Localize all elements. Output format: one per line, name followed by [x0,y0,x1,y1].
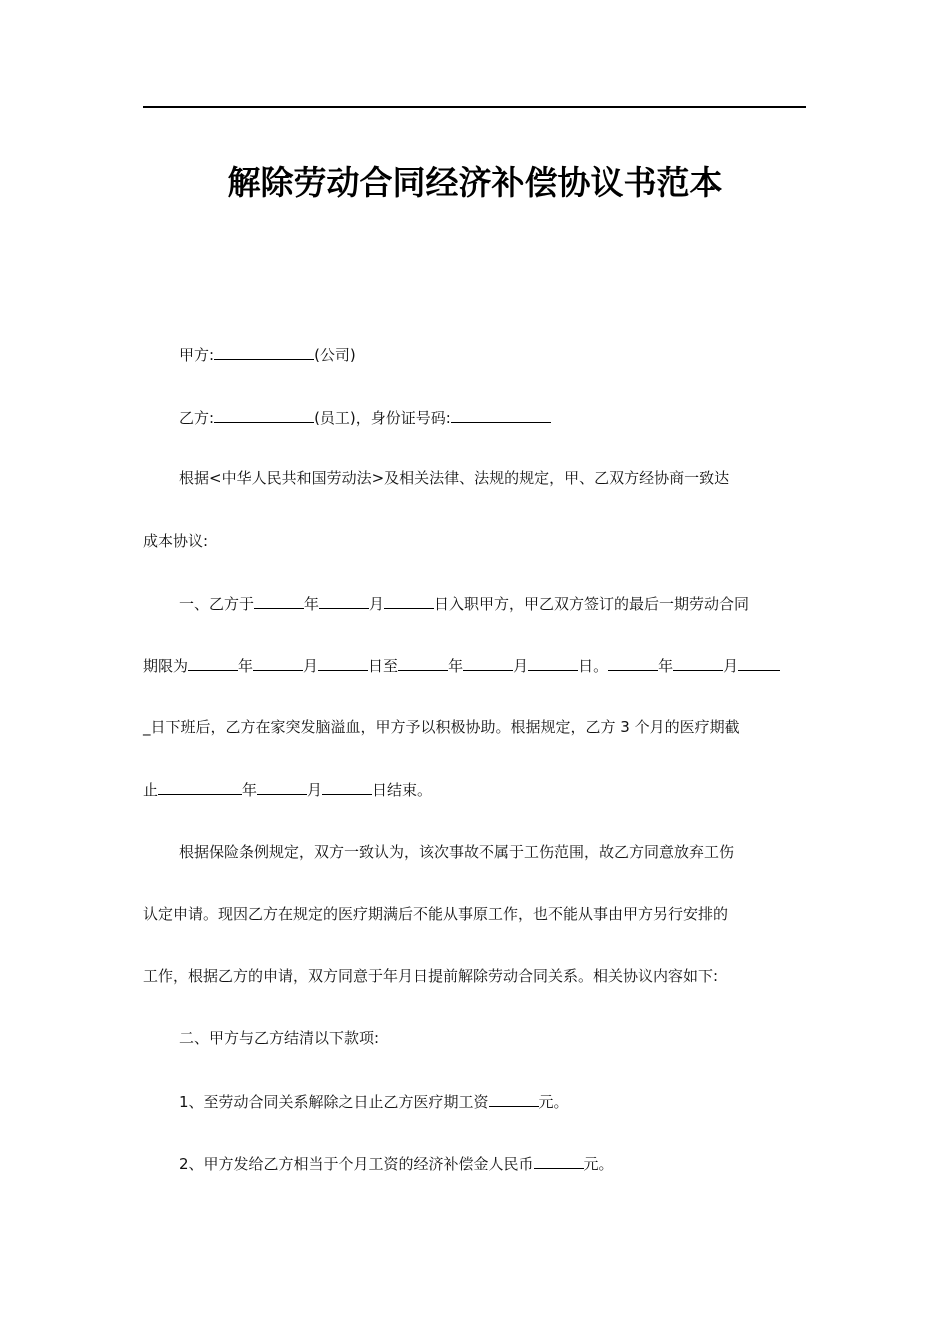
clause1-text: 月 [369,595,385,613]
clause2-item-2 [179,1153,614,1174]
clause1-text: 月 [303,657,319,675]
month-blank [463,655,513,671]
clause1-text: 日结束。 [372,781,433,799]
clause1-text: 月 [307,781,323,799]
clause1-text: 日入职甲方，甲乙双方签订的最后一期劳动合同 [434,595,750,613]
document-title: 解除劳动合同经济补偿协议书范本 [227,163,723,202]
day-blank [384,593,434,609]
year-blank [398,655,448,671]
party-a-blank [214,344,314,360]
clause1-line-2 [143,655,780,676]
month-blank [673,655,723,671]
day-blank [318,655,368,671]
preamble-line-1: 根据<中华人民共和国劳动法>及相关法律、法规的规定，甲、乙双方经协商一致达 [179,469,730,487]
party-b-label: 乙方: [179,409,215,427]
clause1-text: 年 [242,781,258,799]
clause1-text: 年 [238,657,254,675]
month-blank [257,779,307,795]
party-b-line [179,407,551,428]
party-a-suffix: (公司) [314,346,356,364]
party-a-line [179,344,356,365]
clause1-text: 止 [143,781,159,799]
clause1-text: 月 [723,657,739,675]
amount-blank [534,1153,584,1169]
insurance-line-3: 工作，根据乙方的申请，双方同意于年月日提前解除劳动合同关系。相关协议内容如下: [143,967,719,985]
top-rule [143,106,806,108]
clause1-text: 年 [448,657,464,675]
clause1-text: 日。 [578,657,609,675]
clause2-text: 元。 [583,1155,614,1173]
clause2-text: 1、至劳动合同关系解除之日止乙方医疗期工资 [179,1093,489,1111]
year-blank [158,779,242,795]
day-blank [322,779,372,795]
clause1-text: 一、乙方于 [179,595,255,613]
party-b-middle: (员工)，身份证号码: [314,409,451,427]
clause1-line-3: _日下班后，乙方在家突发脑溢血，甲方予以积极协助。根据规定，乙方 3 个月的医疗期截 [143,718,740,736]
month-blank [253,655,303,671]
preamble-line-2: 成本协议: [143,532,209,550]
clause1-line-4 [143,779,432,800]
year-blank [188,655,238,671]
amount-blank [489,1091,539,1107]
party-a-label: 甲方: [179,346,215,364]
clause2-text: 元。 [538,1093,569,1111]
month-blank [319,593,369,609]
clause1-text: 期限为 [143,657,189,675]
clause2-text: 2、甲方发给乙方相当于个月工资的经济补偿金人民币 [179,1155,534,1173]
clause1-text: 日至 [368,657,399,675]
clause1-text: 年 [304,595,320,613]
year-blank [254,593,304,609]
day-blank [528,655,578,671]
year-blank [608,655,658,671]
clause1-text: 年 [658,657,674,675]
clause1-text: 月 [513,657,529,675]
day-blank [738,655,780,671]
clause2-item-1 [179,1091,569,1112]
id-number-blank [451,407,551,423]
insurance-line-1: 根据保险条例规定，双方一致认为，该次事故不属于工伤范围，故乙方同意放弃工伤 [179,843,735,861]
party-b-blank [214,407,314,423]
clause2-heading: 二、甲方与乙方结清以下款项: [179,1029,380,1047]
insurance-line-2: 认定申请。现因乙方在规定的医疗期满后不能从事原工作，也不能从事由甲方另行安排的 [143,905,729,923]
clause1-line-1 [179,593,749,614]
